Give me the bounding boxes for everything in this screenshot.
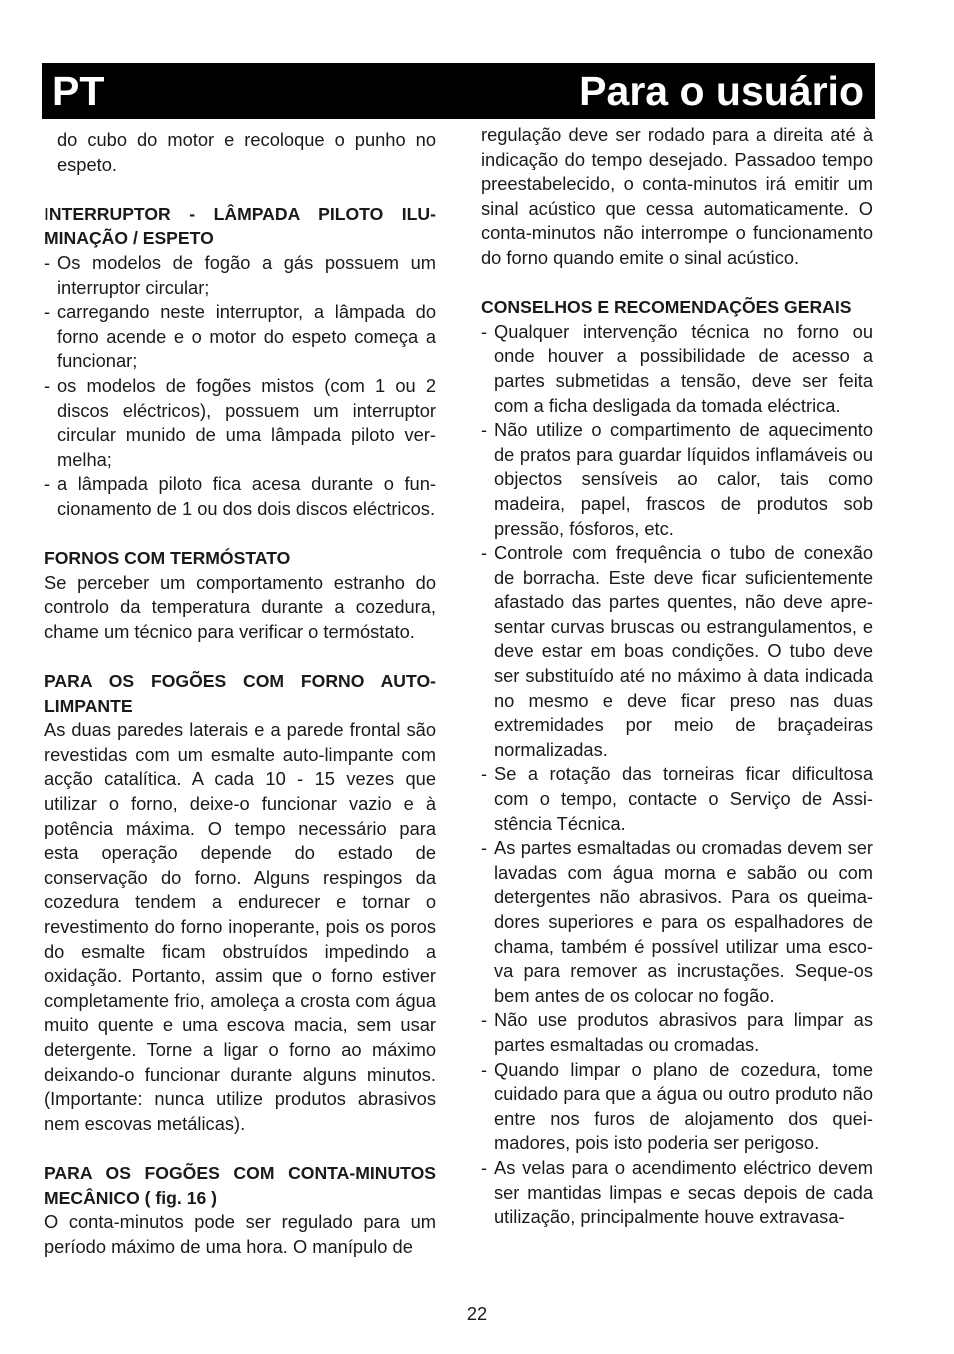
section-forno-autolimpante (44, 669, 436, 1136)
page-number: 22 (466, 1303, 488, 1324)
list-item: - Controle com frequência o tubo de conexão de borracha. Este deve ficar suficientemente afastado das partes quentes, não deve apresentar curvas bruscas ou estrangulamentos, e deve estar em boas condições. O tubo deve ser substituído até no máximo à data indicada no mesmo e deve ficar preso nas duas extremidades por meio de braçadeiras normalizadas. (481, 541, 873, 762)
section-heading (44, 202, 436, 251)
list-item: - Qualquer intervenção técnica no forno ou onde houver a possibilidade de acesso a partes submetidas a tensão, deve ser feita com a ficha desligada da tomada eléctrica. (481, 320, 873, 418)
section-conta-minutos (44, 1161, 436, 1259)
heading-rest: NTERRUPTOR - LÂMPADA PILOTO ILUMINAÇÃO / ESPETO (44, 203, 436, 249)
section-body: Se perceber um comportamento estranho do controlo da temperatura durante a cozedura, chame um técnico para verificar o termóstato. (44, 571, 436, 642)
list-item: - Não use produtos abrasivos para limpar as partes esmaltadas ou cromadas. (481, 1008, 873, 1057)
section-heading: FORNOS COM TERMÓSTATO (44, 548, 291, 569)
intro-paragraph: do cubo do motor e recoloque o punho no espeto. (57, 129, 436, 175)
right-column (481, 123, 873, 1230)
list-item: - As velas para o acendimento eléctrico devem ser mantidas limpas e secas depois de cada utilização, principalmente houve extravasa- (481, 1156, 873, 1230)
section-heading: CONSELHOS E RECOMENDAÇÕES GERAIS (481, 297, 852, 318)
section-fornos-termostato (44, 546, 436, 644)
heading-initial: I (44, 203, 49, 224)
section-conselhos (481, 295, 873, 1230)
bullet-list (44, 251, 436, 522)
list-item: - Quando limpar o plano de cozedura, tome cuidado para que a água ou outro produto não entre nos furos de alojamento dos queimadores, pois isto poderia ser perigoso. (481, 1058, 873, 1156)
list-item: - a lâmpada piloto fica acesa durante o funcionamento de 1 ou dos dois discos eléctricos. (44, 472, 436, 521)
bullet-list (481, 320, 873, 1230)
section-body: O conta-minutos pode ser regulado para um período máximo de uma hora. O manípulo de (44, 1211, 436, 1257)
section-body: As duas paredes laterais e a parede frontal são revestidas com um esmalte auto-limpante com acção catalítica. A cada 10 - 15 vezes que utilizar o forno, deixe-o funcionar vazio e à potência máxima. O tempo necessário para esta operação depende do estado de conservação do forno. Alguns respingos da cozedura tendem a endurecer e tornar o revestimento do forno inoperante, pois os poros do esmalte ficam obstruídos impedindo a oxidação. Portanto, assim que o forno estiver completamente frio, amoleça a crosta com água muito quente e uma escova macia, sem usar detergente. Torne a ligar o forno ao máximo deixando-o funcionar durante alguns minutos. (Importante: nunca utilize produtos abrasivos nem escovas metálicas). (44, 719, 436, 1134)
list-item: - As partes esmaltadas ou cromadas devem ser lavadas com água morna e sabão ou com detergentes não abrasivos. Para os queimadores superiores e para os espalhadores de chama, também é possível utilizar uma escova para remover as incrustações. Seque-os bem antes de os colocar no fogão. (481, 836, 873, 1008)
section-heading: PARA OS FOGÕES COM FORNO AUTOLIMPANTE (44, 671, 436, 716)
list-item: - os modelos de fogões mistos (com 1 ou 2 discos eléctricos), possuem um interruptor circular munido de uma lâmpada piloto vermelha; (44, 374, 436, 472)
left-column (44, 128, 436, 1259)
list-item: - Se a rotação das torneiras ficar dificultosa com o tempo, contacte o Serviço de Assistência Técnica. (481, 762, 873, 836)
section-heading: PARA OS FOGÕES COM CONTA-MINUTOS MECÂNICO ( fig. 16 ) (44, 1162, 436, 1208)
page-title: Para o usuário (579, 68, 864, 114)
language-code: PT (52, 68, 105, 114)
list-item: - Os modelos de fogão a gás possuem um interruptor circular; (44, 251, 436, 300)
list-item: - Não utilize o compartimento de aquecimento de pratos para guardar líquidos inflamáveis ou objectos sensíveis ao calor, tais como madeira, papel, frascos de produtos sob pressão, fósforos, etc. (481, 418, 873, 541)
page-header (42, 63, 875, 119)
continued-paragraph: regulação deve ser rodado para a direita até à indicação do tempo desejado. Passadoo tempo preestabelecido, o conta-minutos irá emitir um sinal acústico que cessa automaticamente. O conta-minutos não interrompe o funcionamento do forno quando emite o sinal acústico. (481, 124, 873, 268)
list-item: - carregando neste interruptor, a lâmpada do forno acende e o motor do espeto começa a funcionar; (44, 300, 436, 374)
section-interruptor (44, 202, 436, 522)
